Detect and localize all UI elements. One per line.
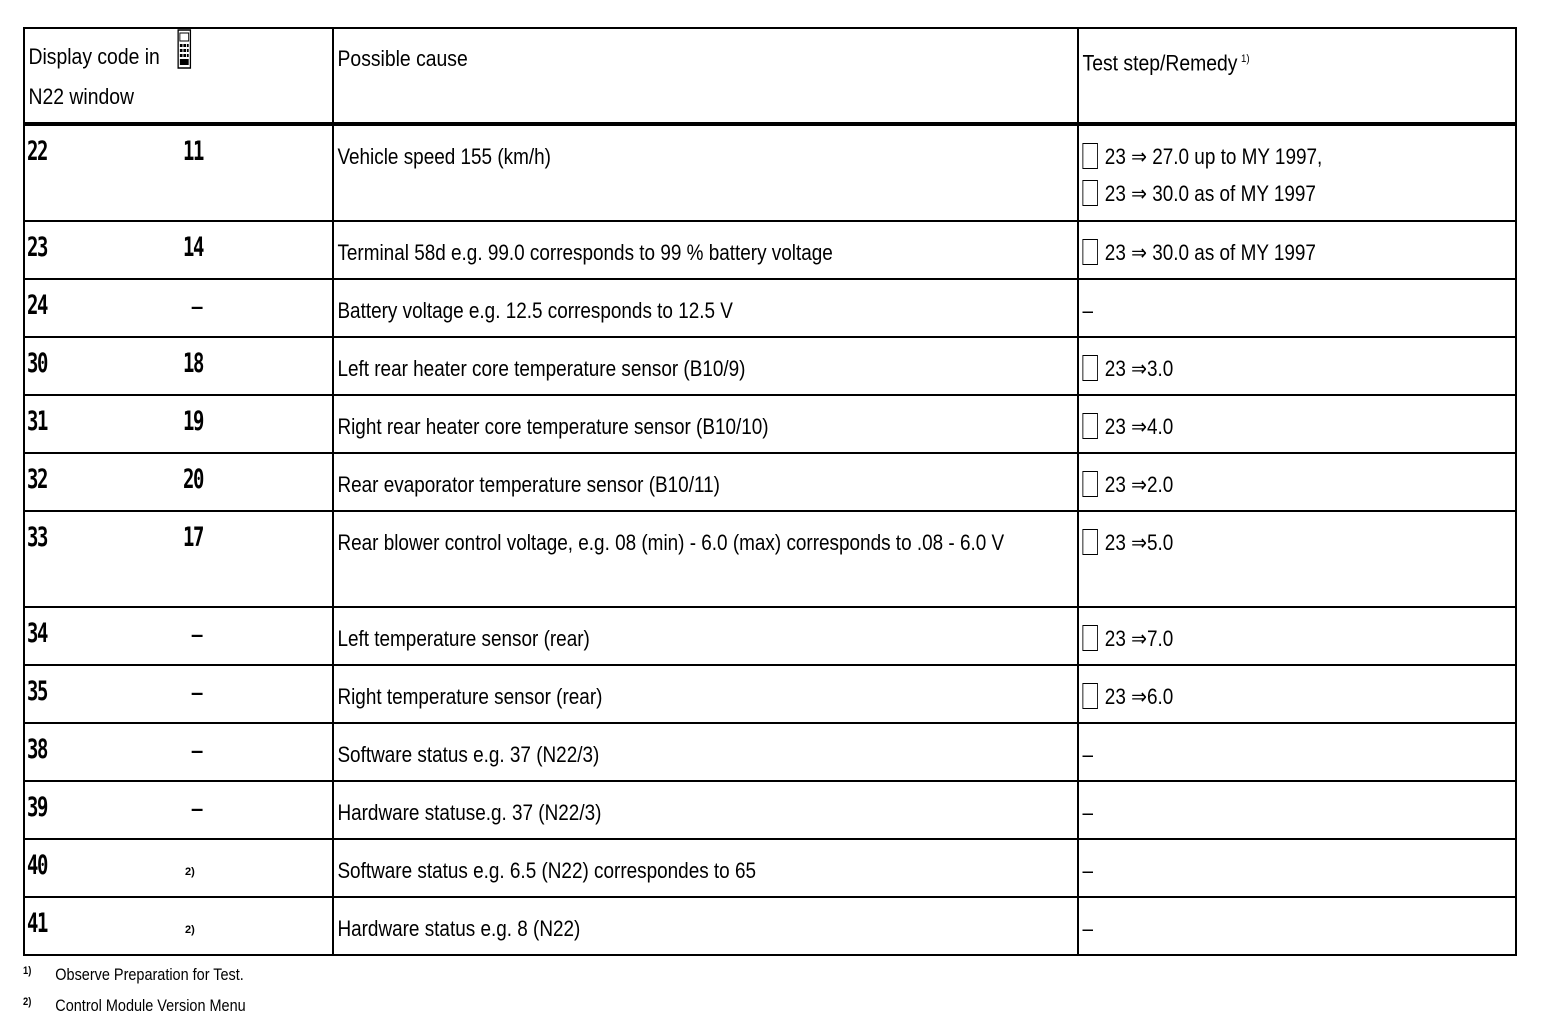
header-display-code <box>24 28 333 124</box>
table-row: 35 – Right temperature sensor (rear) 23 ⇒6.0 <box>24 665 1516 723</box>
footnote-2: 2) Control Module Version Menu <box>23 996 246 1015</box>
header-display-code-line2: N22 window <box>28 84 134 109</box>
table-row: 34 – Left temperature sensor (rear) 23 ⇒7.0 <box>24 607 1516 665</box>
display-code-table <box>23 27 1517 956</box>
checkbox-icon <box>1083 239 1098 265</box>
checkbox-icon <box>1083 413 1098 439</box>
footnote-1: 1) Observe Preparation for Test. <box>23 965 244 984</box>
table-row: 22 11 Vehicle speed 155 (km/h) 23 ⇒ 27.0 up to MY 1997, 23 ⇒ 30.0 as of MY 1997 <box>24 124 1516 221</box>
table-row: 23 14 Terminal 58d e.g. 99.0 corresponds to 99 % battery voltage 23 ⇒ 30.0 as of MY 1997 <box>24 221 1516 279</box>
table-row: 31 19 Right rear heater core temperature sensor (B10/10) 23 ⇒4.0 <box>24 395 1516 453</box>
table-row: 24 – Battery voltage e.g. 12.5 corresponds to 12.5 V – <box>24 279 1516 337</box>
checkbox-icon <box>1083 625 1098 651</box>
checkbox-icon <box>1083 180 1098 206</box>
checkbox-icon <box>1083 683 1098 709</box>
checkbox-icon <box>1083 355 1098 381</box>
table-row: 32 20 Rear evaporator temperature sensor (B10/11) 23 ⇒2.0 <box>24 453 1516 511</box>
header-display-code-line1: Display code in <box>28 44 160 69</box>
header-test-step: Test step/Remedy $^{1)}$ <box>1078 28 1516 124</box>
table-row: 39 – Hardware statuse.g. 37 (N22/3) – <box>24 781 1516 839</box>
table-row: 30 18 Left rear heater core temperature sensor (B10/9) 23 ⇒3.0 <box>24 337 1516 395</box>
table-row: 33 17 Rear blower control voltage, e.g. 08 (min) - 6.0 (max) corresponds to .08 - 6.0 V 23 ⇒5.0 <box>24 511 1516 607</box>
checkbox-icon <box>1083 529 1098 555</box>
table-row: 41 2) Hardware status e.g. 8 (N22) – <box>24 897 1516 955</box>
checkbox-icon <box>1083 471 1098 497</box>
table-row: 40 2) Software status e.g. 6.5 (N22) correspondes to 65 – <box>24 839 1516 897</box>
table-row: 38 – Software status e.g. 37 (N22/3) – <box>24 723 1516 781</box>
header-possible-cause: Possible cause <box>333 28 1078 124</box>
tester-device-icon <box>178 29 192 69</box>
checkbox-icon <box>1083 143 1098 169</box>
